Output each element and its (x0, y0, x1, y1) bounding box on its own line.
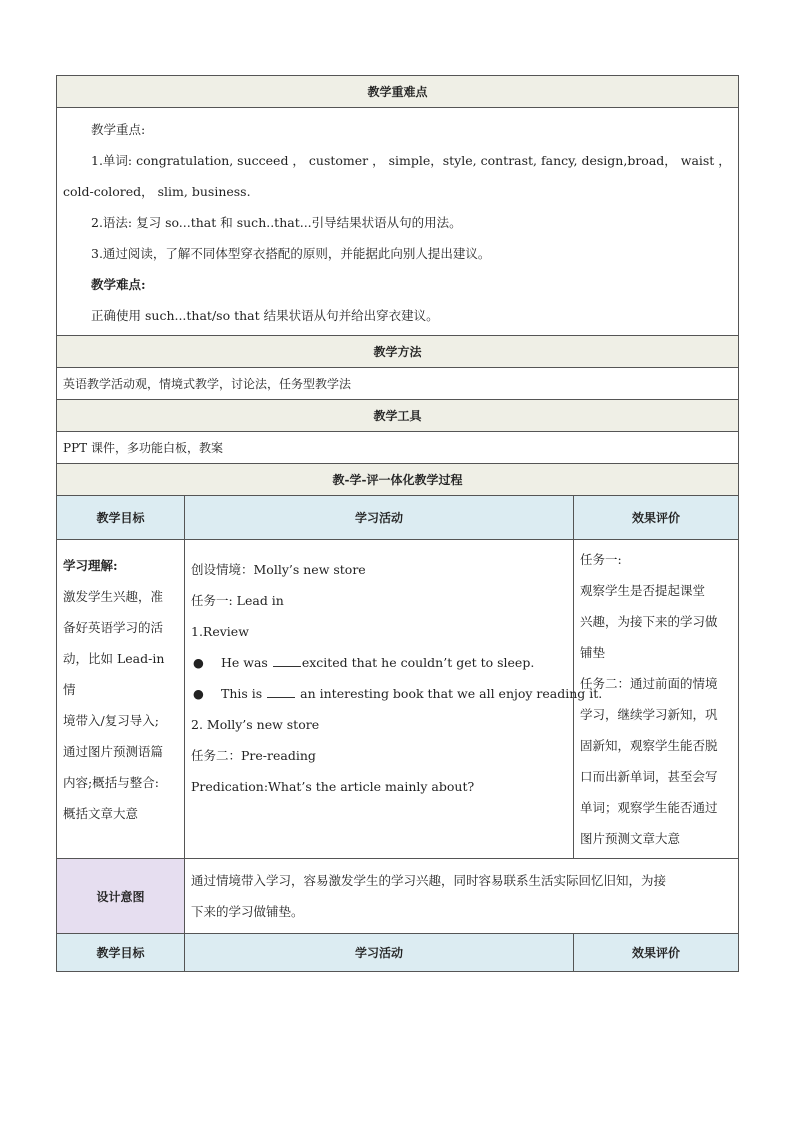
col-header-activity-2: 学习活动 (185, 934, 574, 972)
fill-blank-1 (273, 655, 301, 667)
key-points-body (57, 108, 739, 336)
bullet-icon: ● (193, 686, 204, 701)
intent-line-1: 通过情境带入学习，容易激发学生的学习兴趣，同时容易联系生活实际回忆旧知，为接 (191, 873, 667, 888)
key-points-header: 教学重难点 (57, 76, 739, 108)
eval-line: 图片预测文章大意 (580, 831, 681, 846)
goal-line: 备好英语学习的活 (63, 620, 164, 635)
tools-header: 教学工具 (57, 400, 739, 432)
eval-line: 兴趣，为接下来的学习做 (580, 614, 718, 629)
intent-line-2: 下来的学习做铺垫。 (191, 904, 304, 919)
tools-body-row (57, 432, 739, 464)
goal-line: 境带入/复习导入; (63, 713, 159, 728)
tools-header-row (57, 400, 739, 432)
key-points-header-row (57, 76, 739, 108)
difficulty-label: 教学难点: (91, 277, 146, 292)
activity-item-2: 2. Molly’s new store (191, 717, 320, 732)
goal-title: 学习理解: (63, 558, 118, 573)
goal-cell (57, 540, 185, 859)
goal-line: 通过图片预测语篇 (63, 744, 164, 759)
goal-line: 动，比如 Lead-in 情 (63, 651, 165, 697)
activity-prediction: Predication:What’s the article mainly about? (191, 779, 475, 794)
methods-header-row (57, 336, 739, 368)
process-column-headers (57, 496, 739, 540)
bullet-icon: ● (193, 655, 204, 670)
bullet-1-pre: He was (221, 655, 272, 670)
activity-task-1: 任务一: Lead in (191, 593, 284, 608)
methods-content: 英语教学活动观，情境式教学，讨论法，任务型教学法 (57, 368, 739, 400)
lesson-plan-page (56, 75, 738, 972)
design-intent-label: 设计意图 (57, 859, 185, 934)
lesson-plan-table (56, 75, 739, 972)
bullet-2-pre: This is (221, 686, 267, 701)
goal-line: 内容;概括与整合: (63, 775, 159, 790)
focus-label: 教学重点: (91, 122, 146, 137)
activity-review: 1.Review (191, 624, 249, 639)
focus-item-1-line-1: 1.单词: congratulation, succeed ， customer ， simple，style, contrast, fancy, design,broad， waist ， (91, 153, 731, 168)
review-bullet-2 (191, 678, 603, 709)
eval-line: 固新知，观察学生能否脱 (580, 738, 718, 753)
eval-line: 观察学生是否提起课堂 (580, 583, 706, 598)
bullet-1-post: excited that he couldn’t get to sleep. (301, 655, 535, 670)
eval-line: 单词；观察学生能否通过 (580, 800, 718, 815)
process-header: 教-学-评一体化教学过程 (57, 464, 739, 496)
goal-line: 激发学生兴趣，准 (63, 589, 164, 604)
design-intent-row (57, 859, 739, 934)
process-content-row (57, 540, 739, 859)
focus-item-3: 3.通过阅读，了解不同体型穿衣搭配的原则，并能据此向别人提出建议。 (91, 246, 491, 261)
key-points-body-row (57, 108, 739, 336)
difficulty-text: 正确使用 such...that/so that 结果状语从句并给出穿衣建议。 (91, 308, 439, 323)
bullet-2-post: an interesting book that we all enjoy reading it. (296, 686, 603, 701)
methods-header: 教学方法 (57, 336, 739, 368)
eval-cell (574, 540, 739, 859)
tools-content: PPT 课件，多功能白板，教案 (57, 432, 739, 464)
process-header-row (57, 464, 739, 496)
eval-line: 任务二：通过前面的情境 (580, 676, 718, 691)
col-header-eval: 效果评价 (574, 496, 739, 540)
methods-body-row (57, 368, 739, 400)
activity-scene: 创设情境：Molly’s new store (191, 562, 366, 577)
focus-item-1-line-2: cold-colored， slim, business. (63, 184, 251, 199)
col-header-eval-2: 效果评价 (574, 934, 739, 972)
design-intent-text (185, 859, 739, 934)
goal-line: 概括文章大意 (63, 806, 139, 821)
eval-line: 口而出新单词，甚至会写 (580, 769, 718, 784)
col-header-goal-2: 教学目标 (57, 934, 185, 972)
review-bullet-1 (191, 647, 567, 678)
fill-blank-2 (267, 686, 295, 698)
eval-line: 任务一: (580, 552, 622, 567)
process-column-headers-2 (57, 934, 739, 972)
focus-item-2: 2.语法: 复习 so...that 和 such..that...引导结果状语从句的用法。 (91, 215, 462, 230)
eval-line: 学习，继续学习新知，巩 (580, 707, 718, 722)
col-header-activity: 学习活动 (185, 496, 574, 540)
col-header-goal: 教学目标 (57, 496, 185, 540)
eval-line: 铺垫 (580, 645, 606, 660)
activity-task-2: 任务二：Pre-reading (191, 748, 316, 763)
